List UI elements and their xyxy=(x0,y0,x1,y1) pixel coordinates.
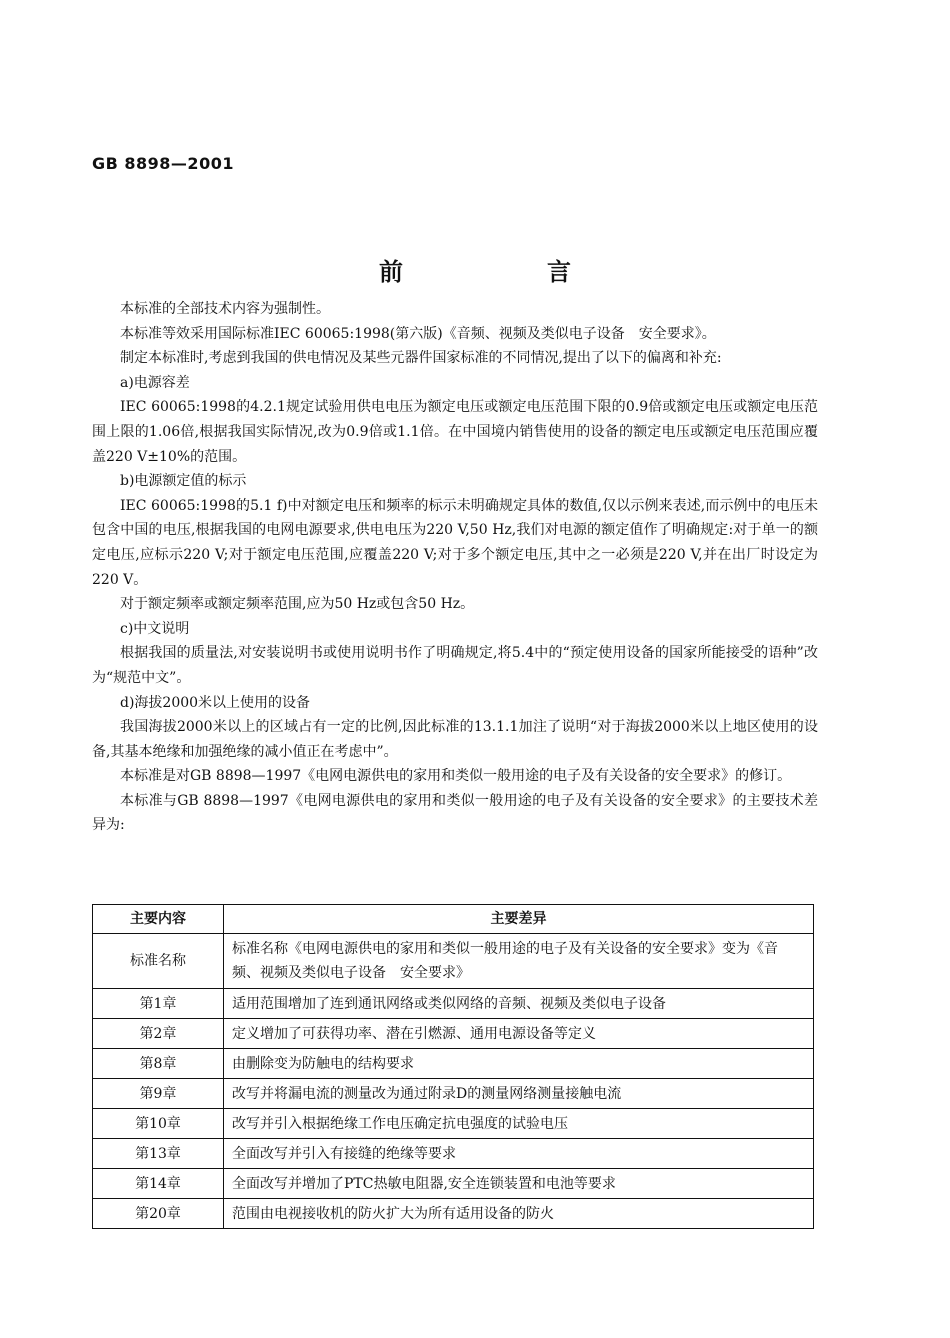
column-header: 主要内容 xyxy=(93,905,224,934)
table-cell-item: 第10章 xyxy=(93,1109,224,1139)
table-row xyxy=(93,934,814,989)
paragraph: IEC 60065:1998的4.2.1规定试验用供电电压为额定电压或额定电压范围下限的0.9倍或额定电压或额定电压范围上限的1.06倍,根据我国实际情况,改为0.9倍或1.1倍。在中国境内销售使用的设备的额定电压或额定电压范围应覆盖220 V±10%的范围。 xyxy=(92,399,818,465)
paragraph: 制定本标准时,考虑到我国的供电情况及某些元器件国家标准的不同情况,提出了以下的偏离和补充: xyxy=(120,350,722,367)
table-cell-diff: 改写并引入根据绝缘工作电压确定抗电强度的试验电压 xyxy=(224,1109,814,1139)
table-cell-diff: 全面改写并增加了PTC热敏电阻器,安全连锁装置和电池等要求 xyxy=(224,1169,814,1199)
subheading: d)海拔2000米以上使用的设备 xyxy=(120,694,311,711)
table-cell-diff: 定义增加了可获得功率、潜在引燃源、通用电源设备等定义 xyxy=(224,1019,814,1049)
paragraph: 根据我国的质量法,对安装说明书或使用说明书作了明确规定,将5.4中的“预定使用设备的国家所能接受的语种”改为“规范中文”。 xyxy=(92,645,818,686)
document-header: GB 8898—2001 xyxy=(92,154,234,173)
table-cell-item: 第1章 xyxy=(93,989,224,1019)
table-cell-diff: 改写并将漏电流的测量改为通过附录D的测量网络测量接触电流 xyxy=(224,1079,814,1109)
column-header: 主要差异 xyxy=(224,905,814,934)
table-cell-item: 标准名称 xyxy=(93,934,224,989)
table-cell-item: 第20章 xyxy=(93,1199,224,1229)
table-row xyxy=(93,1049,814,1079)
table-cell-item: 第13章 xyxy=(93,1139,224,1169)
paragraph: 本标准与GB 8898—1997《电网电源供电的家用和类似一般用途的电子及有关设备的安全要求》的主要技术差异为: xyxy=(92,792,818,834)
subheading: a)电源容差 xyxy=(120,374,190,391)
table-row xyxy=(93,1139,814,1169)
table-row xyxy=(93,1109,814,1139)
paragraph: 本标准等效采用国际标准IEC 60065:1998(第六版)《音频、视频及类似电子设备 安全要求》。 xyxy=(120,325,716,342)
paragraph: 我国海拔2000米以上的区域占有一定的比例,因此标准的13.1.1加注了说明“对于海拔2000米以上地区使用的设备,其基本绝缘和加强绝缘的减小值正在考虑中”。 xyxy=(92,719,818,760)
table-row xyxy=(93,1199,814,1229)
differences-table xyxy=(92,904,814,1229)
subheading: b)电源额定值的标示 xyxy=(120,473,247,490)
table-row xyxy=(93,1019,814,1049)
table-cell-item: 第8章 xyxy=(93,1049,224,1079)
table-header-row xyxy=(93,905,814,934)
table-row xyxy=(93,1079,814,1109)
paragraph: 对于额定频率或额定频率范围,应为50 Hz或包含50 Hz。 xyxy=(120,596,475,613)
table-cell-item: 第14章 xyxy=(93,1169,224,1199)
table-row xyxy=(93,1169,814,1199)
table-cell-diff: 标准名称《电网电源供电的家用和类似一般用途的电子及有关设备的安全要求》变为《音频、视频及类似电子设备 安全要求》 xyxy=(224,934,814,989)
table-row xyxy=(93,989,814,1019)
table-cell-diff: 范围由电视接收机的防火扩大为所有适用设备的防火 xyxy=(224,1199,814,1229)
paragraph: IEC 60065:1998的5.1 f)中对额定电压和频率的标示未明确规定具体的数值,仅以示例来表述,而示例中的电压未包含中国的电压,根据我国的电网电源要求,供电电压为220 V,50 Hz,我们对电源的额定值作了明确规定:对于单一的额定电压,应标示220 V;对于额定电压范围,应覆盖220 V;对于多个额定电压,其中之一必须是220 V,并在出厂时设定为220 V。 xyxy=(92,497,818,588)
table-cell-diff: 全面改写并引入有接缝的绝缘等要求 xyxy=(224,1139,814,1169)
subheading: c)中文说明 xyxy=(120,620,190,637)
paragraph: 本标准的全部技术内容为强制性。 xyxy=(120,301,330,317)
table-cell-item: 第2章 xyxy=(93,1019,224,1049)
page-title: 前 言 xyxy=(379,257,631,286)
table-cell-diff: 由删除变为防触电的结构要求 xyxy=(224,1049,814,1079)
table-cell-diff: 适用范围增加了连到通讯网络或类似网络的音频、视频及类似电子设备 xyxy=(224,989,814,1019)
paragraph: 本标准是对GB 8898—1997《电网电源供电的家用和类似一般用途的电子及有关设备的安全要求》的修订。 xyxy=(120,768,792,785)
table-cell-item: 第9章 xyxy=(93,1079,224,1109)
foreword-body xyxy=(92,297,818,838)
